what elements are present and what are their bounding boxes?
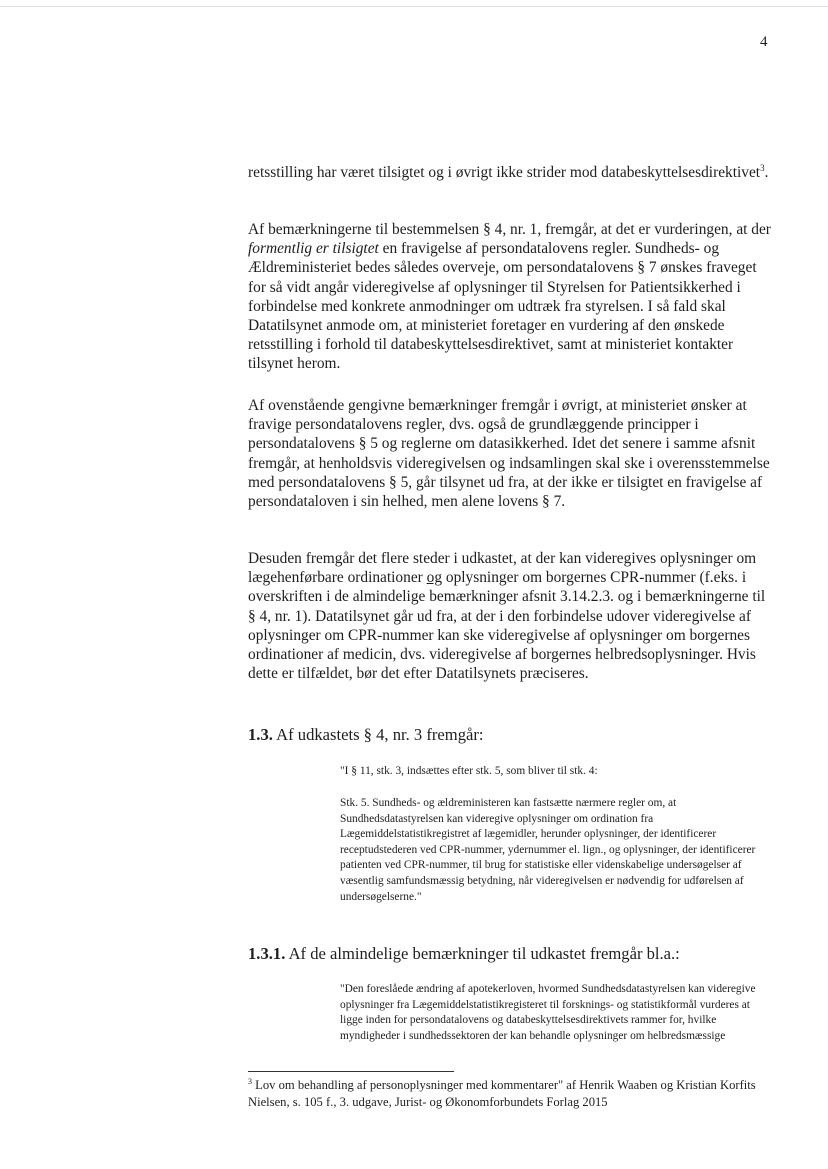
- quote-general-remarks: "Den foreslåede ændring af apotekerloven, hvormed Sundhedsdatastyrelsen kan videregive oplysninger fra Lægemiddelstatistikregisteret til forsknings- og statistikformål vurderes at ligge inden for persondatalovens og databeskyttelsesdirektivets rammer for, hvilke myndigheder i sundhedssektoren der kan behandle oplysninger om helbredsmæssige: [340, 983, 756, 1042]
- quote-intro: "I § 11, stk. 3, indsættes efter stk. 5, som bliver til stk. 4:: [340, 765, 598, 777]
- section-number: 1.3.: [248, 725, 273, 744]
- paragraph-continuation: [248, 163, 776, 182]
- paragraph-remarks-s4-nr1: [248, 220, 776, 374]
- italic-phrase: formentlig er tilsigtet: [248, 240, 379, 258]
- footnote-number: 3: [248, 1076, 252, 1086]
- section-title: Af udkastets § 4, nr. 3 fremgår:: [272, 725, 484, 744]
- section-heading-1-3: [248, 725, 776, 745]
- section-heading-1-3-1: [248, 944, 776, 964]
- paragraph-text-end: en fravigelse af persondatalovens regler. Sundheds- og Ældreministeriet bedes således overveje, om persondatalovens § 7 ønskes fraveget for så vidt angår videregivelse af oplysninger til Styrelsen for Patientsikkerhed i forbindelse med konkrete anmodninger om udtræk fra styrelsen. I så fald skal Datatilsynet anmode om, at ministeriet foretager en vurdering af den ønskede retsstilling i forhold til databeskyttelsesdirektivet, samt at ministeriet kontakter tilsynet herom.: [248, 240, 757, 373]
- paragraph-text: retsstilling har været tilsigtet og i øvrigt ikke strider mod databeskyttelsesdirektivet: [248, 164, 761, 181]
- quote-stk5: Stk. 5. Sundheds- og ældreministeren kan fastsætte nærmere regler om, at Sundhedsdatastyrelsen kan videregive oplysninger om ordination fra Lægemiddelstatistikregistret af lægemidler, herunder oplysninger, der identificerer receptudstederen ved CPR-nummer, ydernummer el. lign., og oplysninger, der identificerer patienten ved CPR-nummer, til brug for statistiske eller videnskabelige undersøgelser af væsentlig samfundsmæssig betydning, når videregivelsen er nødvendig for udførelsen af undersøgelserne.": [340, 797, 756, 903]
- footnote: [248, 1077, 788, 1110]
- footnote-text: Lov om behandling af personoplysninger med kommentarer" af Henrik Waaben og Kristian Korfits Nielsen, s. 105 f., 3. udgave, Jurist- og Økonomforbundets Forlag 2015: [248, 1078, 756, 1109]
- paragraph-end: .: [764, 164, 769, 181]
- paragraph-deviation: Af ovenstående gengivne bemærkninger fremgår i øvrigt, at ministeriet ønsker at fravige persondatalovens regler, dvs. også de grundlæggende principper i persondatalovens § 5 og reglerne om datasikkerhed. Idet det senere i samme afsnit fremgår, at henholdsvis videregivelsen og indsamlingen skal ske i overensstemmelse med persondatalovens § 5, går tilsynet ud fra, at der ikke er tilsigtet en fravigelse af persondataloven i sin helhed, men alene lovens § 7.: [248, 397, 770, 511]
- footnote-rule: [248, 1071, 454, 1072]
- section-number: 1.3.1.: [248, 944, 286, 963]
- page-number: 4: [760, 34, 768, 50]
- paragraph-text-start: Af bemærkningerne til bestemmelsen § 4, nr. 1, fremgår, at det er vurderingen, at der: [248, 221, 771, 238]
- paragraph-text-end: oplysninger om borgernes CPR-nummer (f.eks. i overskriften i de almindelige bemærkninger afsnit 3.14.2.3. og i bemærkningerne til § 4, nr. 1). Datatilsynet går ud fra, at der i den forbindelse udover videregivelse af oplysninger om CPR-nummer kan ske videregivelse af oplysninger om borgernes ordinationer af medicin, dvs. videregivelse af borgernes helbredsoplysninger. Hvis dette er tilfældet, bør det efter Datatilsynets præciseres.: [248, 569, 766, 683]
- paragraph-text-start: Desuden fremgår det flere steder i udkastet, at der kan videregives oplysninger om lægehenførbare ordinationer: [248, 550, 757, 587]
- top-rule: [0, 6, 828, 7]
- footnote-ref: 3: [760, 162, 765, 173]
- section-title: Af de almindelige bemærkninger til udkastet fremgår bl.a.:: [285, 944, 680, 963]
- paragraph-cpr: [248, 549, 776, 683]
- underlined-word: og: [426, 569, 443, 587]
